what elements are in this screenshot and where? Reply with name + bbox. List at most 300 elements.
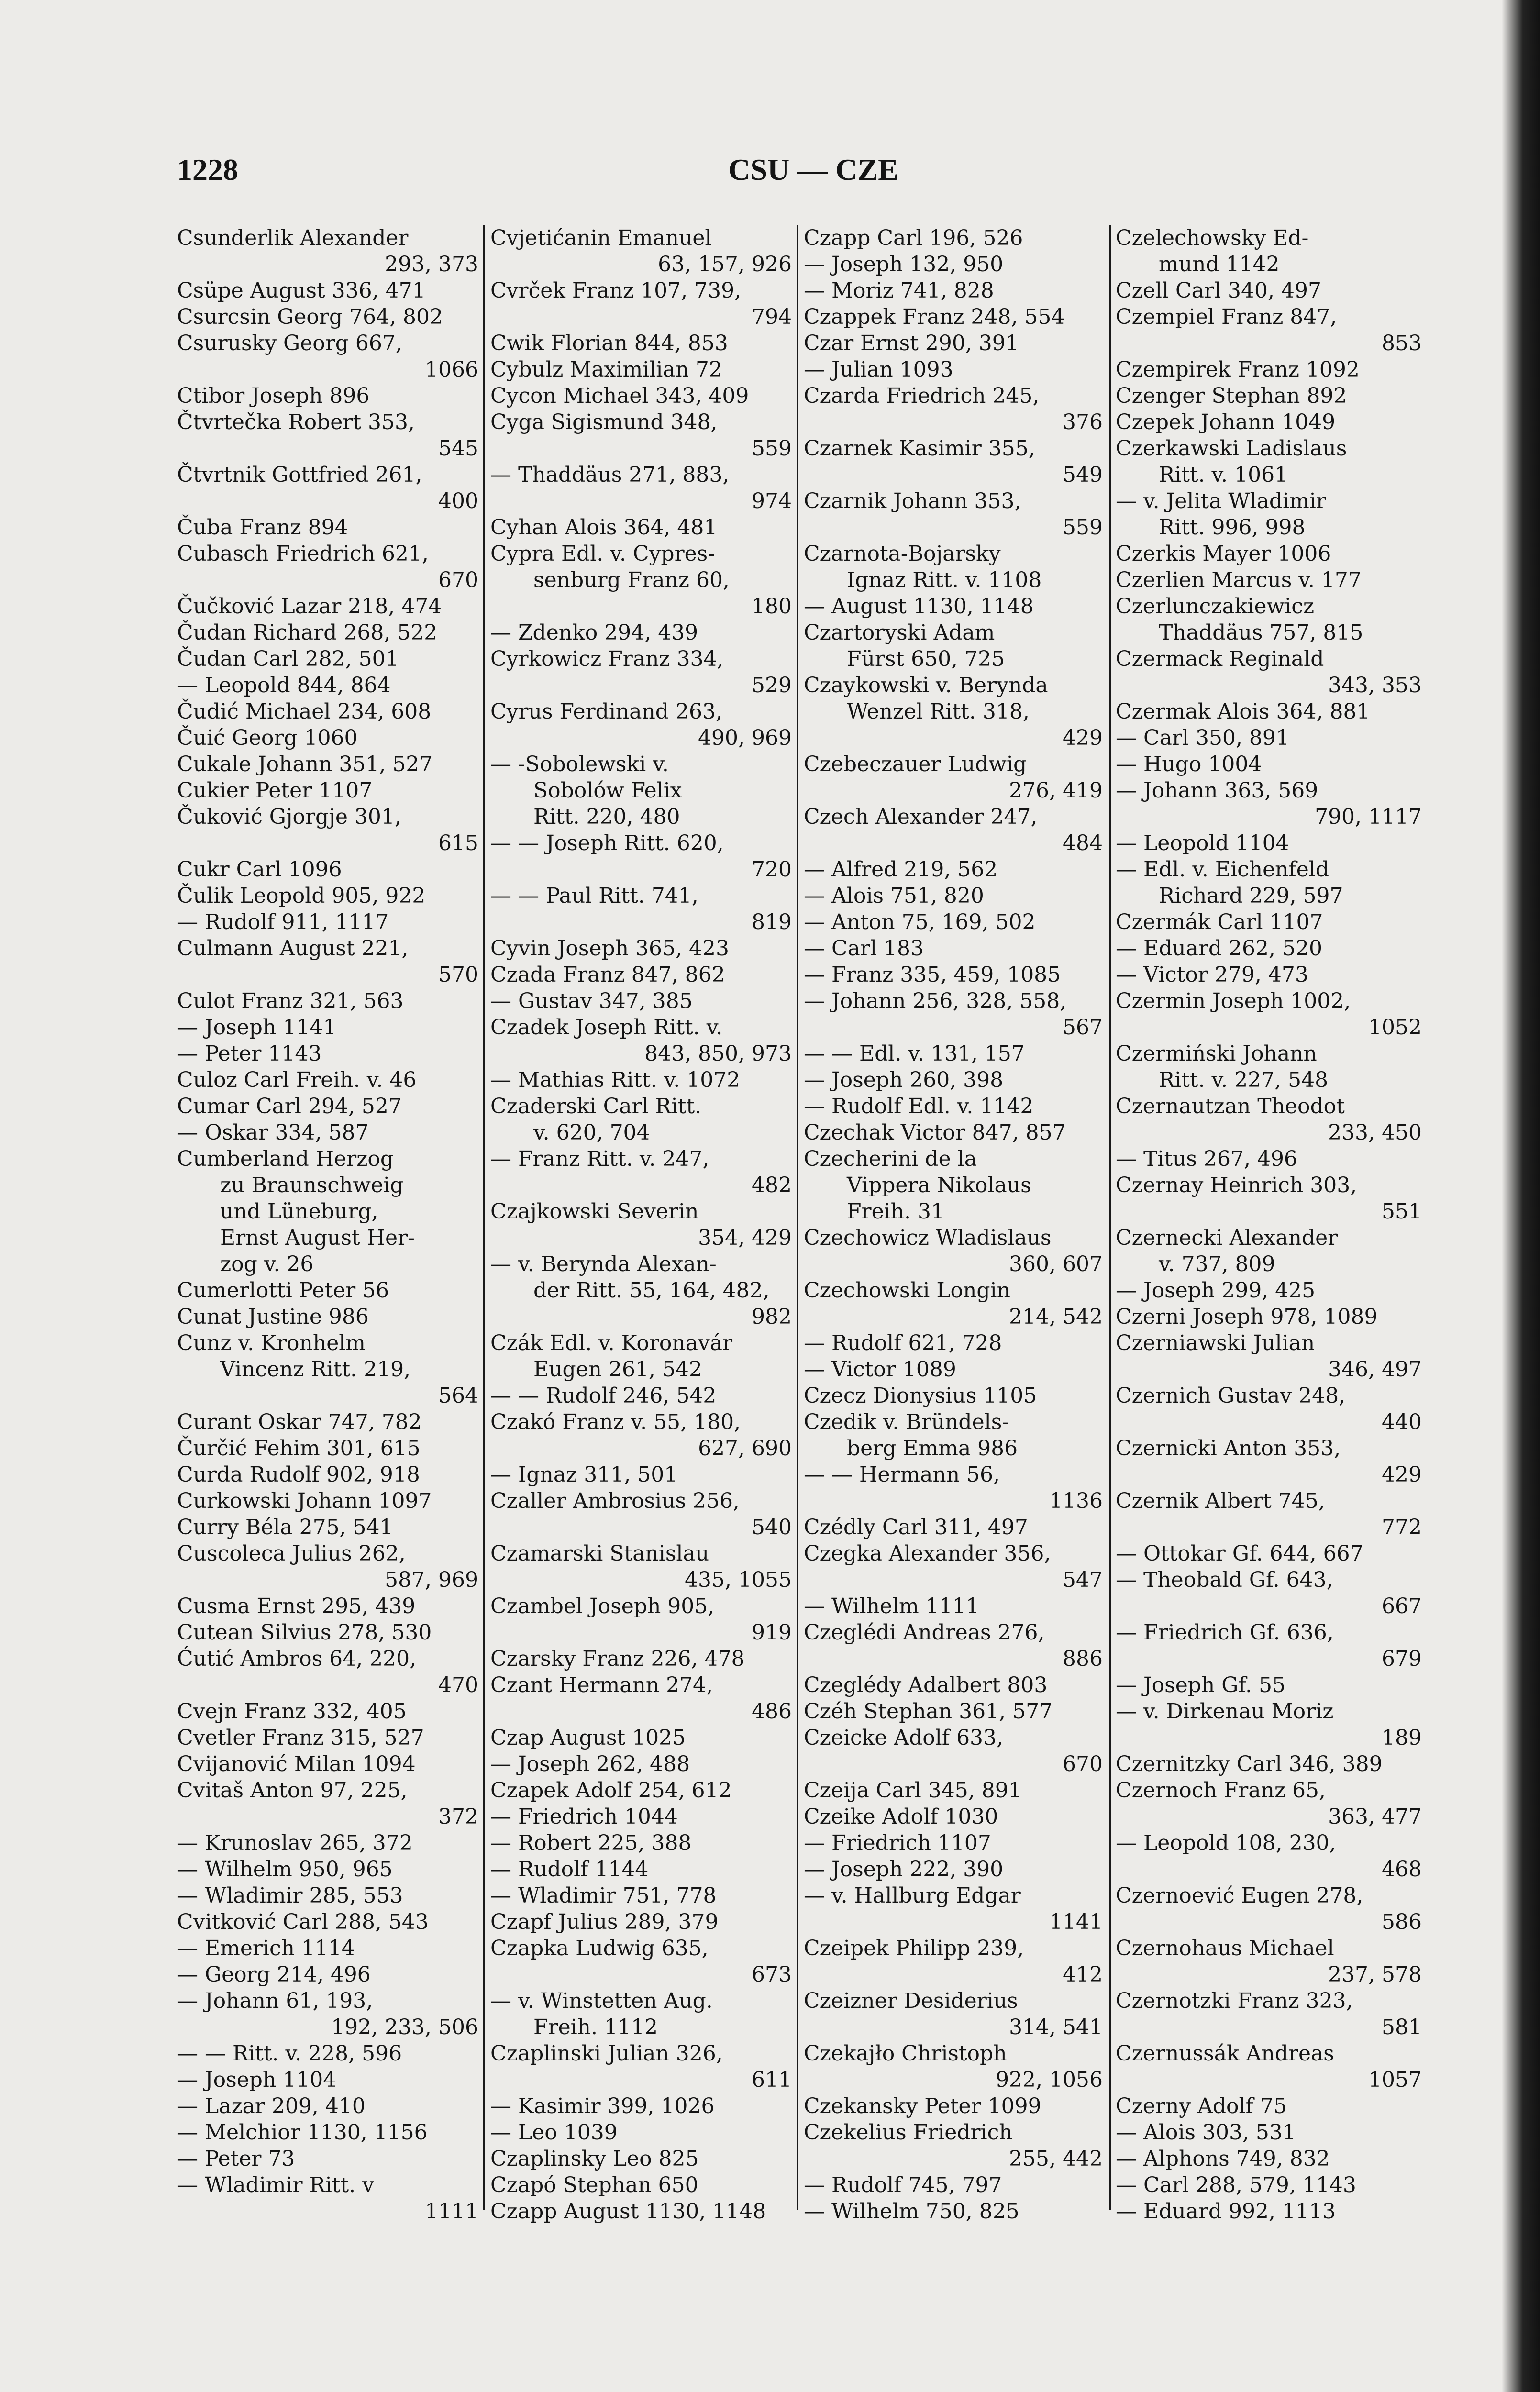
index-entry-line: 363, 477 <box>1328 1805 1422 1829</box>
index-entry-line: Cypra Edl. v. Cypres- <box>490 542 715 566</box>
index-entry-line: Czeizner Desiderius <box>804 1989 1018 2013</box>
index-entry-line: — Peter 73 <box>177 2147 295 2171</box>
index-entry-line: 611 <box>752 2068 792 2092</box>
index-entry-line: — Wilhelm 950, 965 <box>177 1857 393 1882</box>
index-entry-line: Fürst 650, 725 <box>847 647 1005 671</box>
column-divider <box>483 225 485 2210</box>
index-entry-line: — Franz Ritt. v. 247, <box>490 1147 709 1171</box>
index-entry-line: Czernoch Franz 65, <box>1116 1778 1326 1803</box>
index-entry-line: Czéh Stephan 361, 577 <box>804 1699 1053 1724</box>
running-head: CSU — CZE <box>728 153 898 187</box>
index-entry-line: Freih. 31 <box>847 1199 944 1224</box>
index-entry-line: Čučković Lazar 218, 474 <box>177 594 442 619</box>
index-entry-line: Ernst August Her- <box>220 1226 415 1250</box>
page-number: 1228 <box>177 153 238 187</box>
index-entry-line: Cvitković Carl 288, 543 <box>177 1910 429 1934</box>
index-entry-line: — Robert 225, 388 <box>490 1831 692 1855</box>
index-entry-line: 255, 442 <box>1009 2147 1103 2171</box>
index-entry-line: Curry Béla 275, 541 <box>177 1515 393 1539</box>
index-entry-line: 853 <box>1382 331 1422 355</box>
index-entry-line: Čuba Franz 894 <box>177 515 348 540</box>
index-entry-line: Czarda Friedrich 245, <box>804 384 1040 408</box>
index-entry-line: Czerni Joseph 978, 1089 <box>1116 1305 1378 1329</box>
index-entry-line: Czedik v. Bründels- <box>804 1410 1009 1434</box>
index-entry-line: Czerniawski Julian <box>1116 1331 1315 1355</box>
index-entry-line: 486 <box>752 1699 792 1724</box>
index-entry-line: Cvitaš Anton 97, 225, <box>177 1778 408 1803</box>
index-entry-line: — Joseph 132, 950 <box>804 252 1004 277</box>
index-entry-line: Czaykowski v. Berynda <box>804 673 1048 698</box>
index-column-4 <box>1116 225 1422 2229</box>
index-entry-line: — Julian 1093 <box>804 357 953 382</box>
index-entry-line: Czegka Alexander 356, <box>804 1541 1051 1566</box>
index-entry-line: — Emerich 1114 <box>177 1936 355 1960</box>
index-entry-line: Cyhan Alois 364, 481 <box>490 515 718 540</box>
index-entry-line: mund 1142 <box>1159 252 1280 277</box>
index-entry-line: 919 <box>752 1620 792 1645</box>
index-entry-line: Czamarski Stanislau <box>490 1541 709 1566</box>
index-entry-line: Cybulz Maximilian 72 <box>490 357 722 382</box>
index-entry-line: Cvijanović Milan 1094 <box>177 1752 416 1776</box>
index-entry-line: 440 <box>1382 1410 1422 1434</box>
index-entry-line: — Georg 214, 496 <box>177 1962 371 1987</box>
index-entry-line: — v. Winstetten Aug. <box>490 1989 713 2013</box>
index-entry-line: Czarnik Johann 353, <box>804 489 1021 513</box>
index-entry-line: — — Hermann 56, <box>804 1462 1000 1487</box>
index-entry-line: — Joseph 299, 425 <box>1116 1278 1316 1303</box>
index-entry-line: 189 <box>1382 1726 1422 1750</box>
index-entry-line: Czechowski Longin <box>804 1278 1010 1303</box>
index-entry-line: 63, 157, 926 <box>658 252 792 277</box>
index-entry-line: — Peter 1143 <box>177 1041 322 1066</box>
index-entry-line: Czant Hermann 274, <box>490 1673 713 1697</box>
index-entry-line: Czeglédy Adalbert 803 <box>804 1673 1048 1697</box>
index-entry-line: 429 <box>1063 726 1103 750</box>
index-entry-line: 615 <box>438 831 478 855</box>
index-entry-line: Czapka Ludwig 635, <box>490 1936 709 1960</box>
index-entry-line: Czajkowski Severin <box>490 1199 699 1224</box>
index-entry-line: — Alois 303, 531 <box>1116 2120 1296 2145</box>
index-entry-line: 667 <box>1382 1594 1422 1618</box>
index-entry-line: Richard 229, 597 <box>1159 884 1343 908</box>
index-entry-line: Czernoević Eugen 278, <box>1116 1883 1363 1908</box>
index-entry-line: Cyrkowicz Franz 334, <box>490 647 724 671</box>
index-entry-line: 1136 <box>1049 1489 1103 1513</box>
index-entry-line: Czempiel Franz 847, <box>1116 305 1337 329</box>
index-entry-line: — -Sobolewski v. <box>490 752 669 776</box>
index-column-3 <box>804 225 1103 2229</box>
index-entry-line: Cycon Michael 343, 409 <box>490 384 749 408</box>
index-entry-line: 343, 353 <box>1328 673 1422 698</box>
index-entry-line: — Anton 75, 169, 502 <box>804 910 1036 934</box>
index-entry-line: 372 <box>438 1805 478 1829</box>
index-entry-line: Czernicki Anton 353, <box>1116 1436 1341 1461</box>
index-entry-line: Cutean Silvius 278, 530 <box>177 1620 432 1645</box>
index-entry-line: — Friedrich 1044 <box>490 1805 678 1829</box>
index-entry-line: — Johann 363, 569 <box>1116 778 1318 803</box>
index-entry-line: Czermin Joseph 1002, <box>1116 989 1351 1013</box>
index-entry-line: Czapp August 1130, 1148 <box>490 2199 766 2224</box>
index-entry-line: Czeipek Philipp 239, <box>804 1936 1024 1960</box>
index-entry-line: — Gustav 347, 385 <box>490 989 693 1013</box>
index-entry-line: Culoz Carl Freih. v. 46 <box>177 1068 417 1092</box>
index-entry-line: und Lüneburg, <box>220 1199 378 1224</box>
index-entry-line: Cunz v. Kronhelm <box>177 1331 366 1355</box>
index-entry-line: — Joseph Gf. 55 <box>1116 1673 1286 1697</box>
index-entry-line: Czerlien Marcus v. 177 <box>1116 568 1362 592</box>
index-entry-line: Czartoryski Adam <box>804 620 995 645</box>
index-entry-line: — — Joseph Ritt. 620, <box>490 831 724 855</box>
index-entry-line: Curant Oskar 747, 782 <box>177 1410 422 1434</box>
index-entry-line: — Oskar 334, 587 <box>177 1120 369 1145</box>
index-entry-line: 790, 1117 <box>1315 805 1422 829</box>
index-entry-line: — — Paul Ritt. 741, <box>490 884 698 908</box>
index-entry-line: 360, 607 <box>1009 1252 1103 1276</box>
index-entry-line: Czeija Carl 345, 891 <box>804 1778 1022 1803</box>
index-entry-line: 470 <box>438 1673 478 1697</box>
index-entry-line: — Titus 267, 496 <box>1116 1147 1297 1171</box>
index-entry-line: der Ritt. 55, 164, 482, <box>533 1278 770 1303</box>
index-entry-line: — Wladimir 285, 553 <box>177 1883 403 1908</box>
index-entry-line: Vincenz Ritt. 219, <box>220 1357 411 1382</box>
index-entry-line: — Mathias Ritt. v. 1072 <box>490 1068 741 1092</box>
index-entry-line: Čtvrtnik Gottfried 261, <box>177 463 422 487</box>
index-entry-line: 1141 <box>1049 1910 1103 1934</box>
index-entry-line: Curkowski Johann 1097 <box>177 1489 432 1513</box>
index-entry-line: v. 620, 704 <box>533 1120 650 1145</box>
index-entry-line: — v. Hallburg Edgar <box>804 1883 1021 1908</box>
index-entry-line: 922, 1056 <box>996 2068 1103 2092</box>
index-entry-line: Cumberland Herzog <box>177 1147 394 1171</box>
index-entry-line: — Johann 256, 328, 558, <box>804 989 1067 1013</box>
index-entry-line: Czapek Adolf 254, 612 <box>490 1778 732 1803</box>
index-entry-line: — Thaddäus 271, 883, <box>490 463 730 487</box>
index-entry-line: 843, 850, 973 <box>644 1041 792 1066</box>
index-entry-line: Ctibor Joseph 896 <box>177 384 370 408</box>
index-entry-line: — Ottokar Gf. 644, 667 <box>1116 1541 1363 1566</box>
index-entry-line: Czechowicz Wladislaus <box>804 1226 1052 1250</box>
index-entry-line: Culot Franz 321, 563 <box>177 989 404 1013</box>
index-entry-line: — Wilhelm 750, 825 <box>804 2199 1019 2224</box>
index-entry-line: 627, 690 <box>698 1436 792 1461</box>
index-entry-line: 214, 542 <box>1009 1305 1103 1329</box>
index-entry-line: — Krunoslav 265, 372 <box>177 1831 413 1855</box>
index-entry-line: 314, 541 <box>1009 2015 1103 2039</box>
index-entry-line: Czapf Julius 289, 379 <box>490 1910 719 1934</box>
index-entry-line: 673 <box>752 1962 792 1987</box>
index-entry-line: — Johann 61, 193, <box>177 1989 373 2013</box>
index-entry-line: Cvrček Franz 107, 739, <box>490 278 742 303</box>
index-entry-line: 545 <box>438 436 478 461</box>
index-entry-line: — Leopold 108, 230, <box>1116 1831 1336 1855</box>
index-entry-line: — Leopold 1104 <box>1116 831 1289 855</box>
index-entry-line: Cunat Justine 986 <box>177 1305 369 1329</box>
index-entry-line: 886 <box>1063 1647 1103 1671</box>
index-entry-line: 567 <box>1063 1015 1103 1040</box>
index-entry-line: Czernussák Andreas <box>1116 2041 1334 2066</box>
index-entry-line: Czarnota-Bojarsky <box>804 542 1001 566</box>
index-entry-line: Czebeczauer Ludwig <box>804 752 1027 776</box>
index-column-1 <box>177 225 478 2229</box>
index-entry-line: Czell Carl 340, 497 <box>1116 278 1321 303</box>
index-entry-line: 376 <box>1063 410 1103 434</box>
index-entry-line: Czarnek Kasimir 355, <box>804 436 1035 461</box>
index-entry-line: 564 <box>438 1384 478 1408</box>
index-entry-line: — Friedrich Gf. 636, <box>1116 1620 1334 1645</box>
page-header <box>177 152 1421 195</box>
index-entry-line: Čuković Gjorgje 301, <box>177 805 401 829</box>
index-entry-line: senburg Franz 60, <box>533 568 730 592</box>
index-entry-line: — Joseph 222, 390 <box>804 1857 1004 1882</box>
index-entry-line: — v. Dirkenau Moriz <box>1116 1699 1334 1724</box>
index-entry-line: Czaderski Carl Ritt. <box>490 1094 702 1118</box>
index-entry-line: 974 <box>752 489 792 513</box>
index-entry-line: 192, 233, 506 <box>331 2015 478 2039</box>
index-entry-line: — Alfred 219, 562 <box>804 857 998 882</box>
index-entry-line: — Joseph 260, 398 <box>804 1068 1004 1092</box>
index-entry-line: Ritt. 996, 998 <box>1159 515 1306 540</box>
index-entry-line: — Alois 751, 820 <box>804 884 984 908</box>
index-entry-line: — Franz 335, 459, 1085 <box>804 963 1061 987</box>
index-entry-line: Czarsky Franz 226, 478 <box>490 1647 745 1671</box>
index-entry-line: Cumerlotti Peter 56 <box>177 1278 389 1303</box>
index-entry-line: — Edl. v. Eichenfeld <box>1116 857 1329 882</box>
index-entry-line: Csüpe August 336, 471 <box>177 278 426 303</box>
index-entry-line: 540 <box>752 1515 792 1539</box>
index-entry-line: Czermák Carl 1107 <box>1116 910 1323 934</box>
index-entry-line: Czecz Dionysius 1105 <box>804 1384 1037 1408</box>
index-entry-line: Čudan Richard 268, 522 <box>177 620 438 645</box>
index-entry-line: Sobolów Felix <box>533 778 682 803</box>
index-entry-line: Cubasch Friedrich 621, <box>177 542 429 566</box>
index-entry-line: — — Ritt. v. 228, 596 <box>177 2041 402 2066</box>
index-entry-line: 720 <box>752 857 792 882</box>
index-entry-line: — Kasimir 399, 1026 <box>490 2094 715 2118</box>
index-entry-line: Czermiński Johann <box>1116 1041 1317 1066</box>
index-entry-line: berg Emma 986 <box>847 1436 1018 1461</box>
index-entry-line: 484 <box>1063 831 1103 855</box>
index-entry-line: Eugen 261, 542 <box>533 1357 702 1382</box>
index-entry-line: — Carl 183 <box>804 936 924 961</box>
index-entry-line: Czech Alexander 247, <box>804 805 1038 829</box>
index-entry-line: — Eduard 992, 1113 <box>1116 2199 1336 2224</box>
index-entry-line: Cwik Florian 844, 853 <box>490 331 728 355</box>
index-entry-line: 551 <box>1382 1199 1422 1224</box>
column-divider <box>1109 225 1111 2210</box>
index-entry-line: — v. Berynda Alexan- <box>490 1252 717 1276</box>
index-entry-line: Czédly Carl 311, 497 <box>804 1515 1028 1539</box>
index-entry-line: — Carl 350, 891 <box>1116 726 1289 750</box>
index-entry-line: — Wladimir 751, 778 <box>490 1883 717 1908</box>
index-entry-line: Czernay Heinrich 303, <box>1116 1173 1357 1197</box>
index-entry-line: zog v. 26 <box>220 1252 314 1276</box>
index-entry-line: 570 <box>438 963 478 987</box>
index-entry-line: Czerny Adolf 75 <box>1116 2094 1287 2118</box>
index-entry-line: Czerlunczakiewicz <box>1116 594 1315 619</box>
index-entry-line: Cvejn Franz 332, 405 <box>177 1699 407 1724</box>
index-entry-line: Czar Ernst 290, 391 <box>804 331 1019 355</box>
index-entry-line: 237, 578 <box>1328 1962 1422 1987</box>
index-entry-line: 429 <box>1382 1462 1422 1487</box>
index-entry-line: 1052 <box>1368 1015 1422 1040</box>
index-entry-line: Czermak Alois 364, 881 <box>1116 699 1370 724</box>
index-entry-line: Csurcsin Georg 764, 802 <box>177 305 443 329</box>
index-entry-line: Czekelius Friedrich <box>804 2120 1013 2145</box>
index-entry-line: Culmann August 221, <box>177 936 409 961</box>
index-entry-line: Ritt. v. 227, 548 <box>1159 1068 1329 1092</box>
index-entry-line: — Victor 1089 <box>804 1357 956 1382</box>
index-entry-line: 581 <box>1382 2015 1422 2039</box>
index-entry-line: 586 <box>1382 1910 1422 1934</box>
index-entry-line: Wenzel Ritt. 318, <box>847 699 1030 724</box>
index-entry-line: — Friedrich 1107 <box>804 1831 991 1855</box>
index-entry-line: Freih. 1112 <box>533 2015 658 2039</box>
index-entry-line: — Leopold 844, 864 <box>177 673 391 698</box>
index-entry-line: Czaplinski Julian 326, <box>490 2041 723 2066</box>
index-entry-line: — Moriz 741, 828 <box>804 278 994 303</box>
index-entry-line: 276, 419 <box>1009 778 1103 803</box>
index-entry-line: Čurčić Fehim 301, 615 <box>177 1436 421 1461</box>
index-entry-line: 772 <box>1382 1515 1422 1539</box>
index-entry-line: Czambel Joseph 905, <box>490 1594 715 1618</box>
index-entry-line: Csunderlik Alexander <box>177 226 409 250</box>
index-entry-line: — v. Jelita Wladimir <box>1116 489 1326 513</box>
index-entry-line: Cukr Carl 1096 <box>177 857 342 882</box>
index-entry-line: Czernohaus Michael <box>1116 1936 1334 1960</box>
index-entry-line: Curda Rudolf 902, 918 <box>177 1462 420 1487</box>
index-entry-line: 559 <box>1063 515 1103 540</box>
index-entry-line: Czakó Franz v. 55, 180, <box>490 1410 741 1434</box>
index-entry-line: v. 737, 809 <box>1159 1252 1275 1276</box>
index-entry-line: Czapp Carl 196, 526 <box>804 226 1023 250</box>
index-entry-line: 1111 <box>425 2199 478 2224</box>
index-entry-line: 547 <box>1063 1568 1103 1592</box>
index-entry-line: Czeicke Adolf 633, <box>804 1726 1004 1750</box>
index-entry-line: — Alphons 749, 832 <box>1116 2147 1330 2171</box>
index-entry-line: Czappek Franz 248, 554 <box>804 305 1065 329</box>
index-entry-line: 400 <box>438 489 478 513</box>
index-entry-line: — Joseph 262, 488 <box>490 1752 690 1776</box>
index-entry-line: — Rudolf 621, 728 <box>804 1331 1002 1355</box>
index-entry-line: 549 <box>1063 463 1103 487</box>
index-entry-line: 982 <box>752 1305 792 1329</box>
index-entry-line: Czeglédi Andreas 276, <box>804 1620 1045 1645</box>
index-entry-line: — — Edl. v. 131, 157 <box>804 1041 1025 1066</box>
index-entry-line: — — Rudolf 246, 542 <box>490 1384 717 1408</box>
index-entry-line: Czechak Victor 847, 857 <box>804 1120 1066 1145</box>
index-entry-line: Čulik Leopold 905, 922 <box>177 884 426 908</box>
index-entry-line: Czermack Reginald <box>1116 647 1324 671</box>
index-entry-line: — August 1130, 1148 <box>804 594 1034 619</box>
index-entry-line: 670 <box>438 568 478 592</box>
index-entry-line: — Victor 279, 473 <box>1116 963 1308 987</box>
index-entry-line: Cusma Ernst 295, 439 <box>177 1594 416 1618</box>
index-entry-line: Czada Franz 847, 862 <box>490 963 725 987</box>
index-entry-line: — Rudolf 745, 797 <box>804 2173 1002 2197</box>
index-entry-line: — Zdenko 294, 439 <box>490 620 698 645</box>
index-entry-line: Czelechowsky Ed- <box>1116 226 1309 250</box>
index-entry-line: Čtvrtečka Robert 353, <box>177 410 415 434</box>
index-entry-line: 794 <box>752 305 792 329</box>
index-entry-line: — Rudolf 911, 1117 <box>177 910 389 934</box>
index-entry-line: 819 <box>752 910 792 934</box>
index-entry-line: Czap August 1025 <box>490 1726 686 1750</box>
index-columns <box>177 225 1421 2229</box>
index-entry-line: zu Braunschweig <box>220 1173 404 1197</box>
column-divider <box>797 225 798 2210</box>
index-entry-line: — Lazar 209, 410 <box>177 2094 366 2118</box>
index-entry-line: 354, 429 <box>698 1226 792 1250</box>
index-entry-line: — Leo 1039 <box>490 2120 618 2145</box>
index-entry-line: — Joseph 1104 <box>177 2068 337 2092</box>
index-entry-line: Czernautzan Theodot <box>1116 1094 1345 1118</box>
index-entry-line: Cumar Carl 294, 527 <box>177 1094 402 1118</box>
index-entry-line: Čudić Michael 234, 608 <box>177 699 432 724</box>
index-entry-line: Cyvin Joseph 365, 423 <box>490 936 729 961</box>
index-entry-line: 679 <box>1382 1647 1422 1671</box>
index-entry-line: Ritt. 220, 480 <box>533 805 680 829</box>
index-entry-line: — Ignaz 311, 501 <box>490 1462 678 1487</box>
index-entry-line: — Wladimir Ritt. v <box>177 2173 374 2197</box>
index-entry-line: Czapó Stephan 650 <box>490 2173 698 2197</box>
index-entry-line: Czernik Albert 745, <box>1116 1489 1325 1513</box>
index-entry-line: Czerkawski Ladislaus <box>1116 436 1347 461</box>
index-entry-line: 1057 <box>1368 2068 1422 2092</box>
index-entry-line: — Rudolf Edl. v. 1142 <box>804 1094 1034 1118</box>
index-entry-line: 1066 <box>425 357 478 382</box>
index-entry-line: 346, 497 <box>1328 1357 1422 1382</box>
index-entry-line: Czekansky Peter 1099 <box>804 2094 1041 2118</box>
index-entry-line: 587, 969 <box>385 1568 478 1592</box>
index-entry-line: Czeike Adolf 1030 <box>804 1805 998 1829</box>
index-entry-line: Ignaz Ritt. v. 1108 <box>847 568 1042 592</box>
index-entry-line: 293, 373 <box>385 252 478 277</box>
index-entry-line: Csurusky Georg 667, <box>177 331 402 355</box>
index-entry-line: Vippera Nikolaus <box>847 1173 1031 1197</box>
index-entry-line: Cuscoleca Julius 262, <box>177 1541 406 1566</box>
index-entry-line: Czernitzky Carl 346, 389 <box>1116 1752 1383 1776</box>
index-entry-line: Ritt. v. 1061 <box>1159 463 1288 487</box>
index-entry-line: Cyrus Ferdinand 263, <box>490 699 722 724</box>
index-entry-line: Czernecki Alexander <box>1116 1226 1338 1250</box>
index-entry-line: Cukale Johann 351, 527 <box>177 752 433 776</box>
index-entry-line: 435, 1055 <box>685 1568 792 1592</box>
index-entry-line: — Joseph 1141 <box>177 1015 337 1040</box>
index-entry-line: Cvetler Franz 315, 527 <box>177 1726 424 1750</box>
index-entry-line: — Wilhelm 1111 <box>804 1594 979 1618</box>
index-entry-line: Čudan Carl 282, 501 <box>177 647 399 671</box>
index-entry-line: Czernich Gustav 248, <box>1116 1384 1346 1408</box>
index-entry-line: Czenger Stephan 892 <box>1116 384 1347 408</box>
index-entry-line: 482 <box>752 1173 792 1197</box>
index-entry-line: 412 <box>1063 1962 1103 1987</box>
index-entry-line: Cyga Sigismund 348, <box>490 410 718 434</box>
index-entry-line: Czekajło Christoph <box>804 2041 1007 2066</box>
index-entry-line: Czák Edl. v. Koronavár <box>490 1331 733 1355</box>
index-column-2 <box>490 225 792 2229</box>
index-entry-line: Czernotzki Franz 323, <box>1116 1989 1353 2013</box>
index-entry-line: Ćutić Ambros 64, 220, <box>177 1647 417 1671</box>
index-entry-line: Thaddäus 757, 815 <box>1159 620 1363 645</box>
index-entry-line: Czecherini de la <box>804 1147 977 1171</box>
index-entry-line: 233, 450 <box>1328 1120 1422 1145</box>
index-entry-line: — Melchior 1130, 1156 <box>177 2120 428 2145</box>
index-entry-line: Czerkis Mayer 1006 <box>1116 542 1331 566</box>
index-entry-line: 490, 969 <box>698 726 792 750</box>
index-entry-line: Cvjetićanin Emanuel <box>490 226 712 250</box>
index-entry-line: Czaller Ambrosius 256, <box>490 1489 740 1513</box>
index-entry-line: — Eduard 262, 520 <box>1116 936 1322 961</box>
